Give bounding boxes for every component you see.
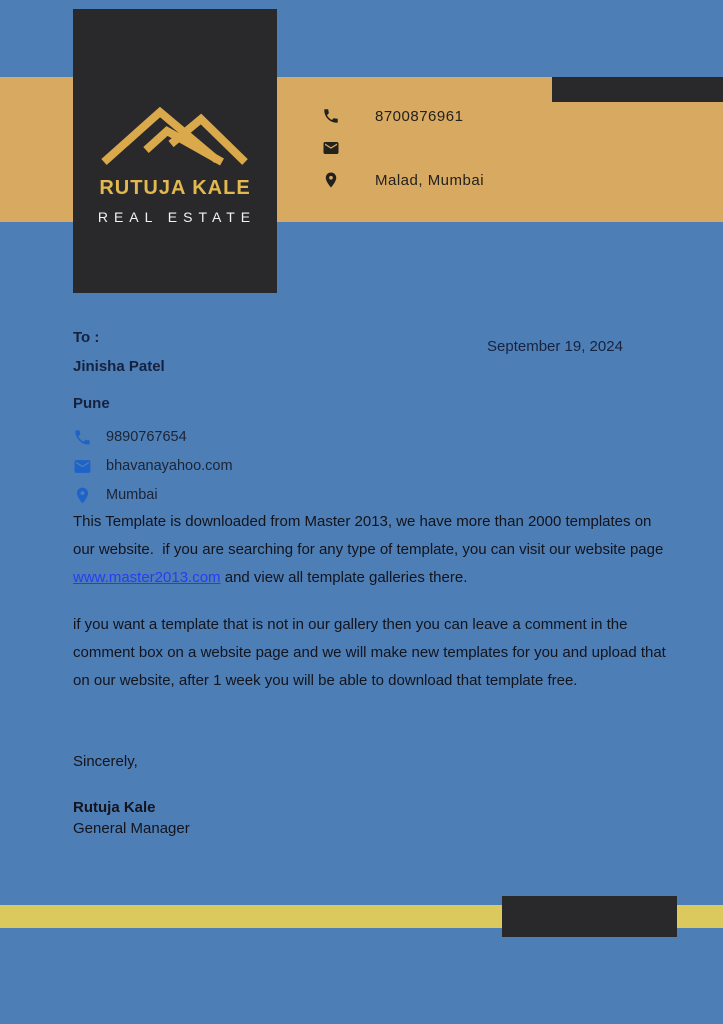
header-phone-row [322,106,582,126]
location-pin-icon [73,486,92,505]
header-email-row [322,138,582,158]
signature-title: General Manager [73,820,190,837]
brand-tagline: REAL ESTATE [97,209,257,225]
paragraph-1 [73,508,667,592]
brand-name: RUTUJA KALE [99,177,251,199]
mail-icon [322,139,340,157]
paragraph-2: if you want a template that is not in our gallery then you can leave a comment in the comment box on a website page and we will make new templates for you and upload that on our website, after 1 week you will be able to download that template free. [73,616,671,689]
letter-body [73,508,671,714]
mountain-roof-logo-icon [100,105,250,167]
recipient-phone-row [73,427,373,447]
header-contact-block [322,106,582,202]
letter-date: September 19, 2024 [487,338,623,355]
recipient-label: To : [73,329,100,346]
location-pin-icon [322,171,340,189]
recipient-location-row [73,485,373,505]
header-dark-accent-bar [552,77,723,102]
paragraph-1-text: This Template is downloaded from Master 2013, we have more than 2000 templates on our website. if you are searching for any type of template, you can visit our website page [73,513,668,558]
paragraph-1-text-after: and view all template galleries there. [220,569,468,586]
footer-dark-accent-bar [502,896,677,937]
recipient-location-value: Mumbai [106,487,158,503]
recipient-email-row [73,456,373,476]
phone-icon [322,107,340,125]
header-phone-value: 8700876961 [375,107,464,125]
closing-salutation: Sincerely, [73,753,138,770]
mail-icon [73,457,92,476]
recipient-email-value: bhavanayahoo.com [106,458,233,474]
header-location-value: Malad, Mumbai [375,171,485,189]
recipient-block [73,330,373,514]
signature-name: Rutuja Kale [73,799,156,816]
header-location-row [322,170,582,190]
recipient-name: Jinisha Patel [73,358,165,375]
brand-logo-box [73,9,277,293]
phone-icon [73,428,92,447]
website-link[interactable]: www.master2013.com [73,569,221,586]
recipient-city: Pune [73,395,110,412]
recipient-phone-value: 9890767654 [106,429,187,445]
signature-block [73,797,190,839]
